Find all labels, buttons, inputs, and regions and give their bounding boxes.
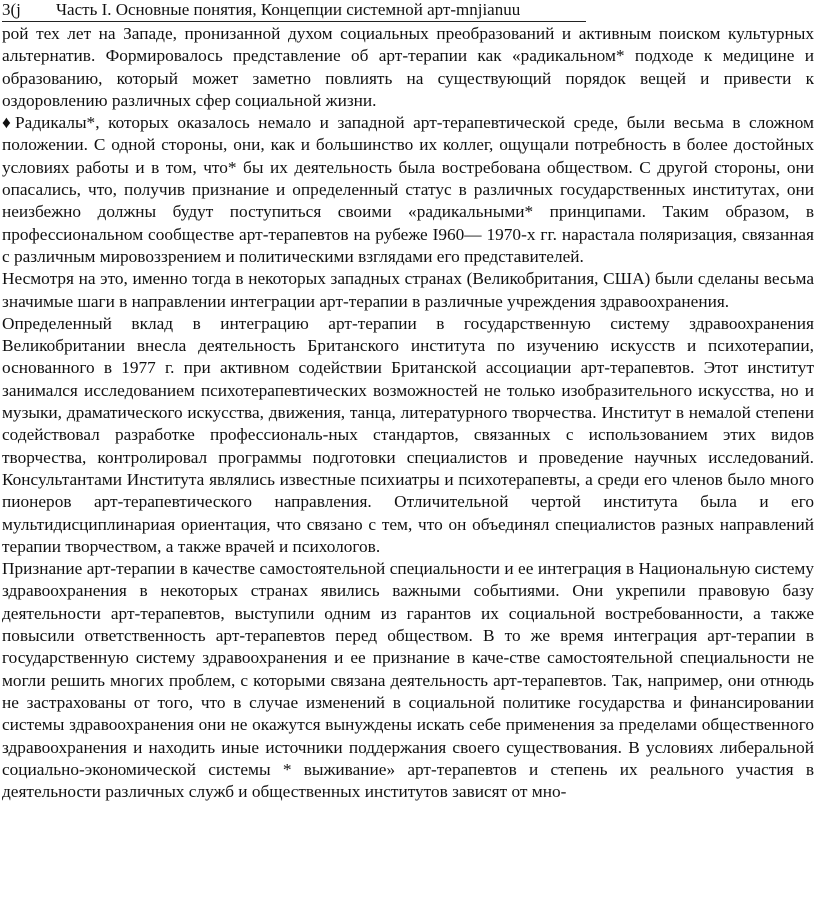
body-text (2, 23, 814, 803)
paragraph: рой тех лет на Западе, пронизанной духом социальных преобразований и активным поиском культурных альтернатив. Формировалось представление об арт-терапии как «радикальном* подходе к медицине и образованию, который может заметно повлиять на существующий порядок вещей и привести к оздоровлению различных сфер социальной жизни. (2, 24, 814, 110)
page-number: 3(j (2, 0, 21, 19)
paragraph: Признание арт-терапии в качестве самостоятельной специальности и ее интеграция в Национальную систему здравоохранения в некоторых странах явились важными событиями. Они укрепили правовую базу деятельности арт-терапевтов, выступили одним из гарантов их социальной востребованности, а также повысили ответственность арт-терапевтов перед обществом. В то же время интеграция арт-терапии в государственную систему здравоохранения и ее признание в каче-стве самостоятельной специальности не могли решить многих проблем, с которыми связана деятельность арт-терапевтов. Так, например, они отнюдь не застрахованы от того, что в случае изменений в социальной политике государства и финансировании системы здравоохранения они не окажутся вынуждены искать себе применения за пределами общественного здравоохранения и находить иные источники поддержания своего существования. В условиях либеральной социально-экономической системы * выживание» арт-терапевтов и степень их реального участия в деятельности различных служб и общественных институтов зависят от мно- (2, 559, 814, 802)
paragraph: Несмотря на это, именно тогда в некоторых западных странах (Великобритания, США) были сделаны весьма значимые шаги в направлении интеграции арт-терапии в различные учреждения здравоохранения. (2, 269, 814, 311)
paragraph: ♦Радикалы*, которых оказалось немало и западной арт-терапевтической среде, были весьма в сложном положении. С одной стороны, они, как и большинство их коллег, ощущали потребность в более достойных условиях работы и в том, что* бы их деятельность была востребована обществом. С другой стороны, они опасались, что, получив признание и определенный статус в различных государственных институтах, они неизбежно должны будут поступиться своими «радикальными* принципами. Таким образом, в профессиональном сообществе арт-терапевтов на рубеже I960— 1970-х гг. нарастала поляризация, связанная с различным мировоззрением и политическими взглядами его представителей. (2, 113, 814, 266)
running-title: Часть I. Основные понятия, Концепции системной арт-mnjianuu (56, 0, 521, 19)
paragraph: Определенный вклад в интеграцию арт-терапии в государственную систему здравоохранения Великобритании внесла деятельность Британского института по изучению искусств и психотерапии, основанного в 1977 г. при активном содействии Британской ассоциации арт-терапевтов. Этот институт занимался исследованием психотерапевтических возможностей не только изобразительного искусства, но и музыки, драматического искусства, движения, танца, литературного творчества. Институт в немалой степени содействовал разработке профессиональ-ных стандартов, связанных с использованием этих видов творчества, контролировал программы подготовки специалистов и проведение научных исследований. Консультантами Института являлись известные психиатры и психотерапевты, а среди его членов было много пионеров арт-терапевтического направления. Отличительной чертой института была и его мультидисциплинариая ориентация, что связано с тем, что он объединял специалистов разных направлений терапии творчеством, а также врачей и психологов. (2, 313, 814, 556)
running-header (2, 0, 586, 22)
